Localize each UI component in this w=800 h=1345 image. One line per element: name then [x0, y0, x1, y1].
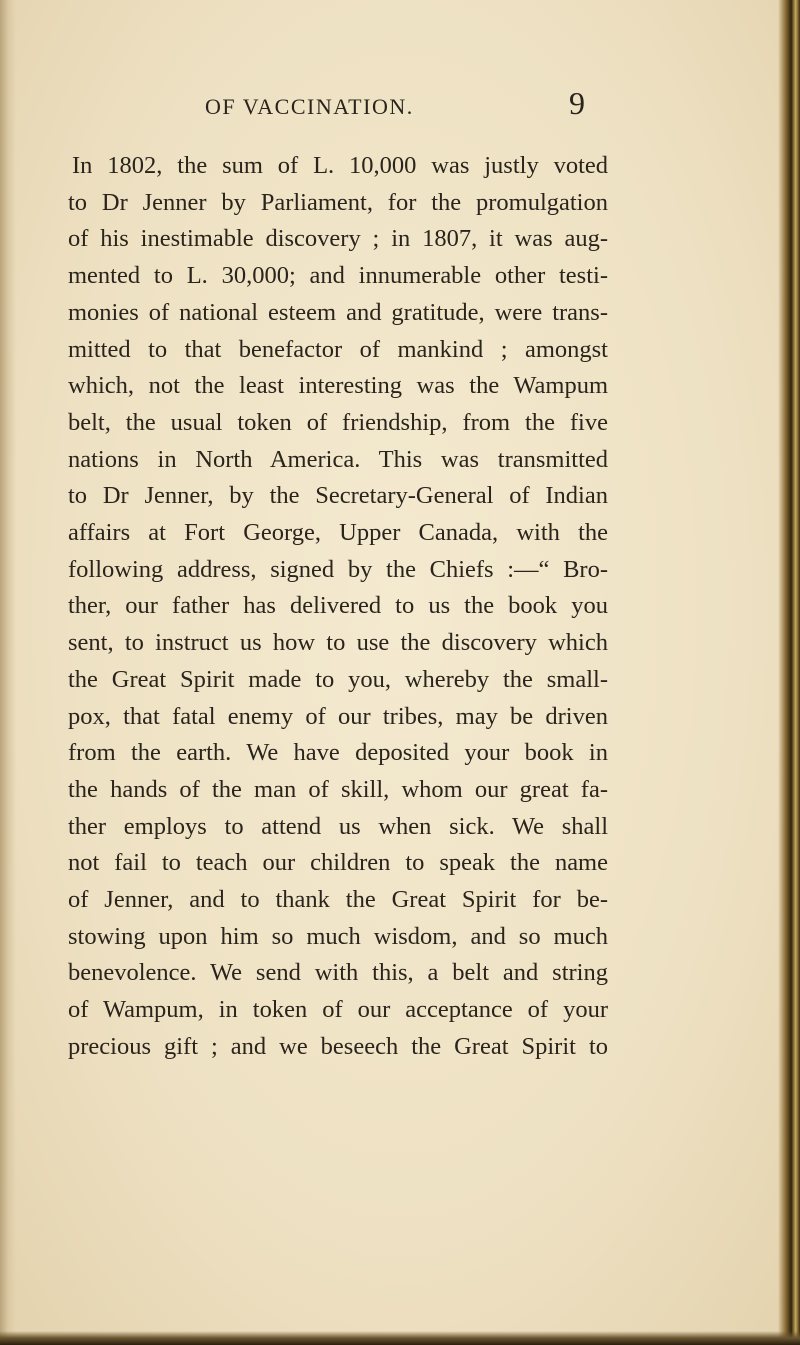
page-edge-bottom	[0, 1331, 800, 1345]
text-line: the hands of the man of skill, whom our great fa-	[68, 775, 608, 803]
text-line: ther employs to attend us when sick. We shall	[68, 812, 608, 840]
text-line: affairs at Fort George, Upper Canada, with the	[68, 519, 608, 547]
text-line: which, not the least interesting was the Wampum	[68, 372, 608, 400]
page-edge-right	[778, 0, 800, 1345]
text-line: monies of national esteem and gratitude, were trans-	[68, 298, 608, 326]
page-header	[205, 85, 585, 124]
text-line: from the earth. We have deposited your book in	[68, 739, 608, 767]
text-line: of his inestimable discovery ; in 1807, it was aug-	[68, 225, 608, 253]
text-line: ther, our father has delivered to us the book you	[68, 592, 608, 620]
text-line: belt, the usual token of friendship, from the five	[68, 408, 608, 436]
text-line: benevolence. We send with this, a belt and string	[68, 959, 608, 987]
text-line: In 1802, the sum of L. 10,000 was justly voted	[72, 152, 608, 179]
page-number: 9	[569, 85, 585, 121]
text-line: of Jenner, and to thank the Great Spirit for be-	[68, 886, 608, 914]
text-line: mitted to that benefactor of mankind ; amongst	[68, 335, 608, 363]
text-line: following address, signed by the Chiefs :—“ Bro-	[68, 555, 608, 583]
text-line: not fail to teach our children to speak the name	[68, 849, 608, 877]
text-line: to Dr Jenner, by the Secretary-General of Indian	[68, 482, 608, 510]
text-line: of Wampum, in token of our acceptance of your	[68, 996, 608, 1024]
binding-shadow	[0, 0, 16, 1345]
body-text	[68, 148, 608, 1066]
text-line: stowing upon him so much wisdom, and so much	[68, 922, 608, 950]
text-line: the Great Spirit made to you, whereby the small-	[68, 665, 608, 693]
text-line: sent, to instruct us how to use the discovery which	[68, 629, 608, 657]
text-line: to Dr Jenner by Parliament, for the promulgation	[68, 188, 608, 216]
text-line: pox, that fatal enemy of our tribes, may be driven	[68, 702, 608, 730]
text-line: precious gift ; and we beseech the Great Spirit to	[68, 1032, 608, 1060]
running-head: OF VACCINATION.	[205, 94, 414, 119]
text-line: mented to L. 30,000; and innumerable other testi-	[68, 262, 608, 290]
text-line: nations in North America. This was transmitted	[68, 445, 608, 473]
